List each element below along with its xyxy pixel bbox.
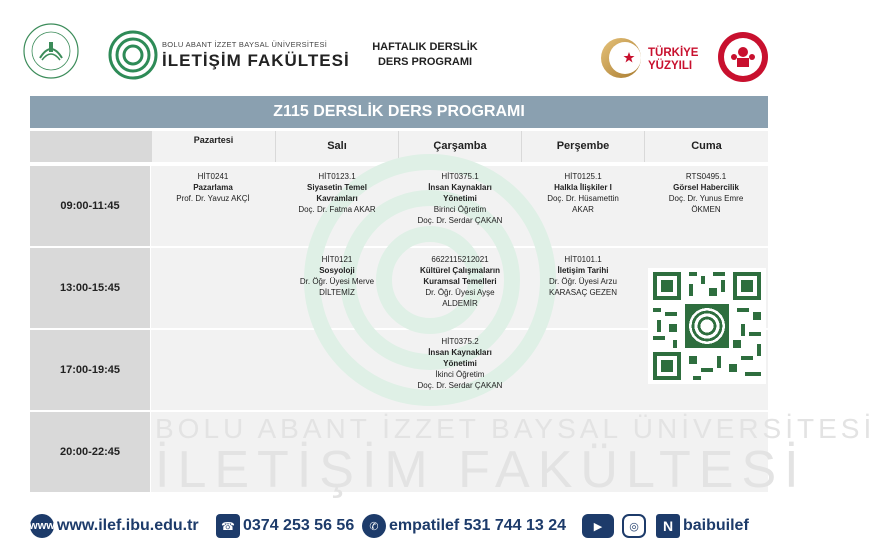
time-slot-0900: 09:00-11:45 xyxy=(30,166,150,246)
turkiye-yuzyili-emblem xyxy=(598,35,644,81)
class-cell-tue-0900 xyxy=(276,171,398,215)
class-cell-thu-0900 xyxy=(522,171,644,215)
watermark-university: BOLU ABANT İZZET BAYSAL ÜNİVERSİTESİ xyxy=(155,413,875,444)
course-name: Kültürel Çalışmaların xyxy=(419,266,501,275)
instructor-cont: AKAR xyxy=(572,205,594,214)
instructor: Prof. Dr. Yavuz AKÇİ xyxy=(176,194,250,203)
instructor-cont: DİLTEMİZ xyxy=(319,288,355,297)
instructor: Doç. Dr. Hüsamettin xyxy=(547,194,619,203)
family-year-seal xyxy=(716,30,770,84)
whatsapp-icon: ✆ xyxy=(362,514,386,538)
instructor: Dr. Öğr. Üyesi Arzu xyxy=(548,277,618,286)
course-name: İletişim Tarihi xyxy=(557,266,609,275)
university-name: BOLU ABANT İZZET BAYSAL ÜNİVERSİTESİ xyxy=(162,40,328,49)
instructor-cont: ÖKMEN xyxy=(691,205,721,214)
course-code: HİT0121 xyxy=(321,255,353,264)
faculty-name: İLETİŞİM FAKÜLTESİ xyxy=(162,51,350,70)
document-title-line-1: HAFTALIK DERSLİK xyxy=(372,41,478,53)
youtube-icon: ▶ xyxy=(582,514,614,538)
timetable-title: Z115 DERSLİK DERS PROGRAMI xyxy=(30,96,768,128)
turkiye-yuzyili-text xyxy=(648,47,698,73)
instructor: Doç. Dr. Serdar ÇAKAN xyxy=(417,216,503,225)
day-header-thursday: Perşembe xyxy=(522,131,644,162)
course-name: Pazarlama xyxy=(193,183,233,192)
class-cell-wed-1700 xyxy=(399,336,521,391)
instructor: Doç. Dr. Fatma AKAR xyxy=(298,205,376,214)
footer-contact-bar xyxy=(30,514,770,538)
instagram-icon: ◎ xyxy=(622,514,646,538)
course-name: İnsan Kaynakları xyxy=(428,183,492,192)
session: Birinci Öğretim xyxy=(433,205,487,214)
course-name: Görsel Habercilik xyxy=(673,183,739,192)
nsosyal-icon: N xyxy=(656,514,680,538)
qr-code[interactable] xyxy=(648,268,766,384)
day-header-friday: Cuma xyxy=(645,131,768,162)
website-text: www.ilef.ibu.edu.tr xyxy=(57,517,199,534)
class-cell-wed-1300 xyxy=(399,254,521,309)
course-code: HİT0125.1 xyxy=(564,172,602,181)
ty-line-2: YÜZYILI xyxy=(648,60,693,72)
phone-icon: ☎ xyxy=(216,514,240,538)
course-code: HİT0375.1 xyxy=(441,172,479,181)
course-code: RTS0495.1 xyxy=(685,172,727,181)
course-name: Sosyoloji xyxy=(319,266,355,275)
instructor-cont: ALDEMİR xyxy=(442,299,478,308)
day-header-wednesday: Çarşamba xyxy=(399,131,521,162)
time-slot-2000: 20:00-22:45 xyxy=(30,412,150,492)
session: İkinci Öğretim xyxy=(435,370,485,379)
university-seal-logo xyxy=(22,22,80,80)
phone-text: 0374 253 56 56 xyxy=(243,517,355,534)
day-header-tuesday: Salı xyxy=(276,131,398,162)
instructor: Dr. Öğr. Üyesi Ayşe xyxy=(425,288,495,297)
class-cell-fri-0900 xyxy=(645,171,767,215)
course-name: Siyasetin Temel xyxy=(307,183,367,192)
youtube-link[interactable] xyxy=(582,514,617,538)
class-cell-tue-1300 xyxy=(276,254,398,298)
instructor: Doç. Dr. Serdar ÇAKAN xyxy=(417,381,503,390)
ty-line-1: TÜRKİYE xyxy=(648,47,699,59)
class-cell-thu-1300 xyxy=(522,254,644,298)
time-slot-1700: 17:00-19:45 xyxy=(30,330,150,410)
instructor: Doç. Dr. Yunus Emre xyxy=(668,194,744,203)
globe-icon: www xyxy=(30,514,54,538)
course-name: Halkla İlişkiler I xyxy=(554,183,612,192)
course-code: HİT0101.1 xyxy=(564,255,602,264)
day-header-monday: Pazartesi xyxy=(152,131,275,162)
class-cell-mon-0900 xyxy=(152,171,274,204)
watermark-faculty: İLETİŞİM FAKÜLTESİ xyxy=(155,441,807,499)
class-cell-wed-0900 xyxy=(399,171,521,226)
instructor-cont: KARASAÇ GEZEN xyxy=(548,288,617,297)
whatsapp-text: empatilef 531 744 13 24 xyxy=(389,517,567,534)
faculty-logo xyxy=(108,30,158,80)
course-code: 6622115212021 xyxy=(431,255,489,264)
instructor: Dr. Öğr. Üyesi Merve xyxy=(299,277,375,286)
course-name-cont: Kavramları xyxy=(316,194,358,203)
faculty-wordmark xyxy=(162,40,350,71)
course-code: HİT0123.1 xyxy=(318,172,356,181)
course-name: İnsan Kaynakları xyxy=(428,348,492,357)
course-name-cont: Yönetimi xyxy=(443,194,477,203)
course-code: HİT0375.2 xyxy=(441,337,479,346)
course-name-cont: Yönetimi xyxy=(443,359,477,368)
time-slot-1300: 13:00-15:45 xyxy=(30,248,150,328)
row-background xyxy=(151,412,875,492)
website-link[interactable] xyxy=(30,514,199,538)
phone-link[interactable] xyxy=(216,514,354,538)
instagram-link[interactable] xyxy=(622,514,649,538)
course-code: HİT0241 xyxy=(197,172,229,181)
social-handle-link[interactable] xyxy=(656,514,749,538)
social-handle-text: baibuilef xyxy=(683,517,749,534)
whatsapp-link[interactable] xyxy=(362,514,566,538)
document-title xyxy=(360,40,490,70)
course-name-cont: Kuramsal Temelleri xyxy=(423,277,497,286)
document-title-line-2: DERS PROGRAMI xyxy=(377,56,473,68)
